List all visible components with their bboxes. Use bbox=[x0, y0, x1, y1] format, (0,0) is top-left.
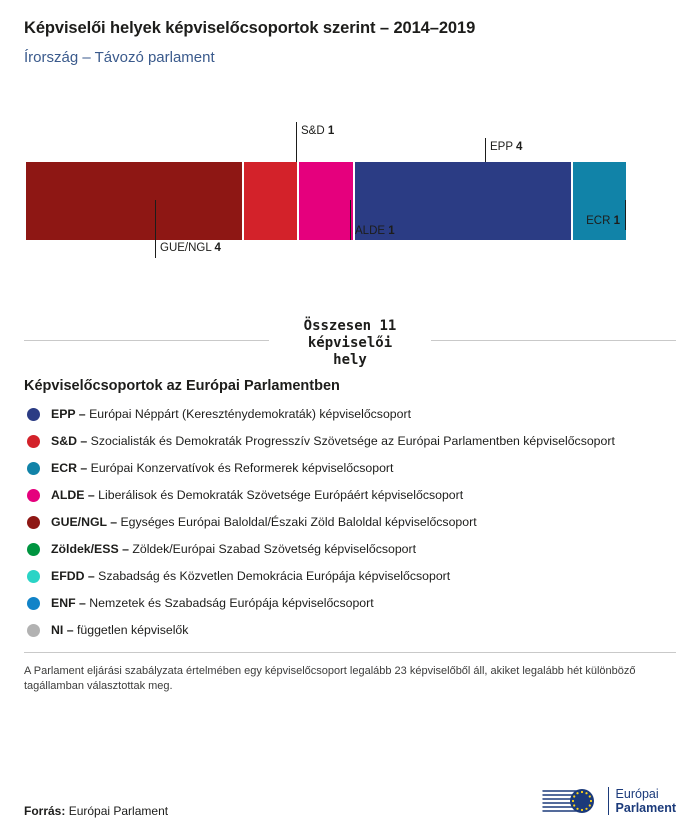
bar-segment-guengl[interactable] bbox=[26, 162, 242, 240]
bar-segment-sd[interactable] bbox=[242, 162, 297, 240]
callout-ecr-name: ECR bbox=[586, 215, 611, 227]
legend-item-abbr: ALDE – bbox=[51, 488, 95, 502]
legend-title: Képviselőcsoportok az Európai Parlamentben bbox=[24, 378, 340, 394]
legend-dot-icon bbox=[27, 570, 40, 583]
legend-item-abbr: NI – bbox=[51, 623, 74, 637]
legend-item-text bbox=[51, 514, 477, 530]
legend-item-text bbox=[51, 541, 416, 557]
ep-wordmark-line1: Európai bbox=[615, 787, 659, 801]
legend-item-abbr: EPP – bbox=[51, 407, 86, 421]
legend-item-text bbox=[51, 568, 450, 584]
bar-segment-ecr[interactable] bbox=[571, 162, 626, 240]
page-footer bbox=[24, 784, 676, 818]
callout-alde-value: 1 bbox=[388, 225, 395, 237]
legend-item-text bbox=[51, 433, 615, 449]
callout-line-sd bbox=[296, 122, 297, 162]
legend-item-text bbox=[51, 595, 374, 611]
legend-dot-icon bbox=[27, 543, 40, 556]
callout-line-epp bbox=[485, 138, 486, 162]
european-parliament-logo bbox=[540, 784, 676, 818]
total-line-2: képviselői bbox=[307, 335, 393, 351]
ep-wordmark-line2: Parlament bbox=[615, 801, 676, 815]
callout-alde-name: ALDE bbox=[355, 225, 386, 237]
callout-label-sd bbox=[301, 125, 334, 137]
ep-flag-icon bbox=[540, 784, 600, 818]
callout-line-alde bbox=[350, 200, 351, 240]
bar-segment-alde[interactable] bbox=[297, 162, 352, 240]
legend-dot-icon bbox=[27, 435, 40, 448]
legend-item-label: Szabadság és Közvetlen Demokrácia Európája képviselőcsoport bbox=[98, 569, 451, 583]
total-line-1: Összesen 11 bbox=[303, 318, 397, 334]
legend-item-text bbox=[51, 406, 411, 422]
legend-item-enf[interactable] bbox=[24, 595, 676, 611]
legend-item-alde[interactable] bbox=[24, 487, 676, 503]
legend-item-label: Zöldek/Európai Szabad Szövetség képviselőcsoport bbox=[132, 542, 417, 556]
source-line bbox=[24, 804, 168, 818]
seat-bar-chart bbox=[24, 122, 676, 302]
legend-item-abbr: GUE/NGL – bbox=[51, 515, 118, 529]
legend-dot-icon bbox=[27, 489, 40, 502]
legend-item-abbr: S&D – bbox=[51, 434, 88, 448]
footnote-divider bbox=[24, 652, 676, 653]
legend-item-guengl[interactable] bbox=[24, 514, 676, 530]
total-seats bbox=[24, 318, 676, 374]
callout-label-alde bbox=[355, 225, 395, 237]
total-line-3: hely bbox=[333, 352, 367, 368]
legend-item-label: Európai Néppárt (Kereszténydemokraták) képviselőcsoport bbox=[89, 407, 411, 421]
source-label: Forrás: bbox=[24, 804, 66, 818]
ep-wordmark bbox=[608, 787, 676, 815]
callout-epp-value: 4 bbox=[516, 141, 523, 153]
total-seats-text bbox=[24, 318, 676, 369]
callout-label-ecr bbox=[560, 215, 620, 227]
callout-line-guengl bbox=[155, 200, 156, 258]
legend-item-label: Európai Konzervatívok és Reformerek képviselőcsoport bbox=[90, 461, 394, 475]
legend-item-text bbox=[51, 487, 463, 503]
callout-sd-name: S&D bbox=[301, 125, 325, 137]
callout-guengl-name: GUE/NGL bbox=[160, 242, 212, 254]
legend-list bbox=[24, 406, 676, 638]
legend-dot-icon bbox=[27, 624, 40, 637]
legend-item-label: Egységes Európai Baloldal/Északi Zöld Baloldal képviselőcsoport bbox=[120, 515, 477, 529]
legend-item-text bbox=[51, 622, 188, 638]
legend-item-abbr: ENF – bbox=[51, 596, 86, 610]
legend-item-greens-efa[interactable] bbox=[24, 541, 676, 557]
legend-dot-icon bbox=[27, 462, 40, 475]
page-subtitle: Írország – Távozó parlament bbox=[24, 49, 215, 66]
legend-item-label: Nemzetek és Szabadság Európája képviselőcsoport bbox=[89, 596, 374, 610]
legend-item-abbr: ECR – bbox=[51, 461, 88, 475]
legend-item-label: független képviselők bbox=[76, 623, 189, 637]
callout-guengl-value: 4 bbox=[214, 242, 221, 254]
callout-label-guengl bbox=[160, 242, 221, 254]
callout-epp-name: EPP bbox=[490, 141, 513, 153]
legend-item-abbr: EFDD – bbox=[51, 569, 95, 583]
legend-dot-icon bbox=[27, 408, 40, 421]
legend-item-ni[interactable] bbox=[24, 622, 676, 638]
legend-item-abbr: Zöldek/ESS – bbox=[51, 542, 129, 556]
legend-item-efdd[interactable] bbox=[24, 568, 676, 584]
source-value: Európai Parlament bbox=[68, 804, 169, 818]
legend-dot-icon bbox=[27, 597, 40, 610]
callout-label-epp bbox=[490, 141, 522, 153]
callout-line-ecr bbox=[625, 200, 626, 230]
legend-item-ecr[interactable] bbox=[24, 460, 676, 476]
footnote-text: A Parlament eljárási szabályzata értelmében egy képviselőcsoport legalább 23 képviselőből áll, akiket legalább hét különböző tagállamban választottak meg. bbox=[24, 665, 636, 692]
legend-item-label: Szocialisták és Demokraták Progresszív Szövetsége az Európai Parlamentben képviselőcsoport bbox=[90, 434, 615, 448]
callout-sd-value: 1 bbox=[327, 125, 335, 137]
legend-item-text bbox=[51, 460, 393, 476]
legend-dot-icon bbox=[27, 516, 40, 529]
legend-item-label: Liberálisok és Demokraták Szövetsége Európáért képviselőcsoport bbox=[98, 488, 464, 502]
stacked-bar bbox=[26, 162, 626, 240]
legend-item-epp[interactable] bbox=[24, 406, 676, 422]
legend-item-sd[interactable] bbox=[24, 433, 676, 449]
page-title: Képviselői helyek képviselőcsoportok szerint – 2014–2019 bbox=[24, 19, 476, 37]
callout-ecr-value: 1 bbox=[613, 215, 620, 227]
